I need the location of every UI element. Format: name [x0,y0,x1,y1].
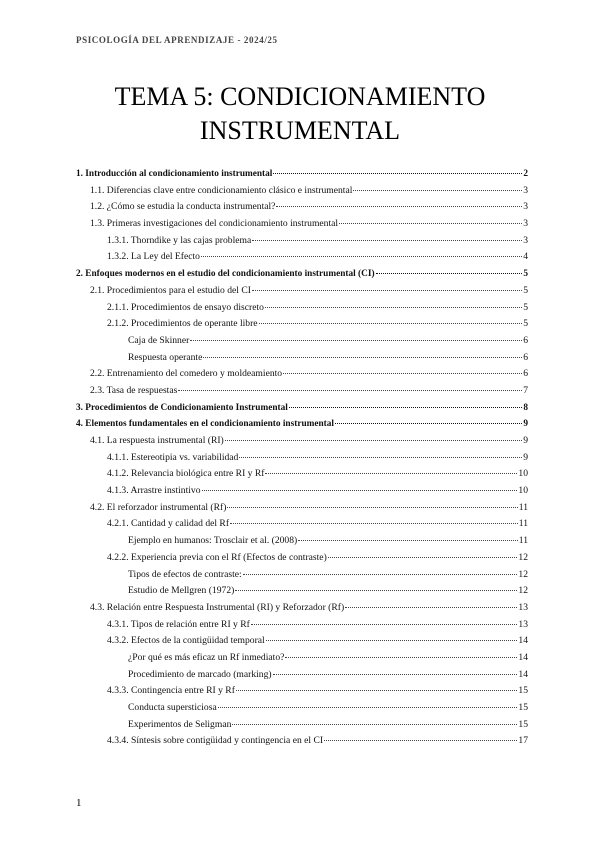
toc-entry-page: 12 [518,585,528,597]
toc-entry[interactable] [76,216,528,233]
toc-entry-page: 10 [518,485,528,497]
toc-dot-leader [218,707,518,708]
toc-entry[interactable] [76,617,528,634]
toc-entry-label: Estudio de Mellgren (1972) [128,585,235,597]
toc-dot-leader [265,473,517,474]
toc-entry-page: 5 [523,284,528,296]
toc-dot-leader [283,373,522,374]
toc-entry-page: 11 [518,501,528,513]
toc-dot-leader [265,307,522,308]
toc-entry-page: 11 [518,535,528,547]
title-line-2: INSTRUMENTAL [199,116,401,145]
toc-dot-leader [243,574,518,575]
toc-dot-leader [227,507,517,508]
toc-entry-page: 13 [518,618,528,630]
toc-entry[interactable] [76,450,528,467]
toc-dot-leader [339,223,522,224]
toc-entry[interactable] [76,333,528,350]
toc-dot-leader [178,390,522,391]
toc-dot-leader [235,590,517,591]
page-number: 1 [76,797,82,809]
toc-entry-page: 3 [523,218,528,230]
toc-entry-page: 14 [518,651,528,663]
toc-dot-leader [276,206,522,207]
toc-entry-label: 4.2. El reforzador instrumental (Rf) [90,501,227,513]
toc-entry-page: 15 [518,718,528,730]
toc-entry-page: 5 [523,301,528,313]
toc-entry-label: Respuesta operante [128,351,203,363]
toc-entry-page: 3 [523,201,528,213]
toc-entry-page: 9 [523,451,528,463]
toc-dot-leader [251,624,518,625]
toc-entry[interactable] [76,516,528,533]
toc-entry-label: 4.1.2. Relevancia biológica entre RI y Rf [107,468,265,480]
toc-entry[interactable] [76,366,528,383]
toc-entry-page: 6 [523,368,528,380]
toc-entry-label: 1.2. ¿Cómo se estudia la conducta instrumental? [90,201,276,213]
toc-entry-label: ¿Por qué es más eficaz un Rf inmediato? [128,651,285,663]
toc-entry-label: 4.3.1. Tipos de relación entre RI y Rf [107,618,250,630]
toc-entry-label: Experimentos de Seligman [128,718,232,730]
toc-entry[interactable] [76,667,528,684]
toc-dot-leader [252,290,522,291]
toc-entry[interactable] [76,466,528,483]
toc-dot-leader [225,440,522,441]
toc-entry-label: 4.2.1. Cantidad y calidad del Rf [107,518,230,530]
toc-entry-page: 12 [518,551,528,563]
toc-entry-page: 5 [523,269,528,280]
toc-entry-label: 4.1. La respuesta instrumental (RI) [90,435,224,446]
toc-entry[interactable] [76,383,528,400]
toc-entry[interactable] [76,700,528,717]
toc-entry-page: 10 [518,468,528,480]
toc-entry-page: 15 [518,702,528,713]
toc-entry-page: 2 [523,169,528,179]
toc-entry-label: 4.3.2. Efectos de la contigüidad temporal [107,635,265,647]
toc-entry[interactable] [76,550,528,567]
toc-entry[interactable] [76,266,528,283]
toc-entry-label: Tipos de efectos de contraste: [128,568,242,580]
toc-entry[interactable] [76,500,528,517]
toc-entry-label: Ejemplo en humanos: Trosclair et al. (2008) [128,535,298,547]
toc-entry-label: Procedimiento de marcado (marking) [128,668,272,680]
toc-entry-page: 14 [518,635,528,647]
toc-dot-leader [345,607,517,608]
toc-entry[interactable] [76,416,528,433]
toc-entry-label: 4.3. Relación entre Respuesta Instrumental (RI) y Reforzador (Rf) [90,601,345,613]
toc-entry-label: 1.1. Diferencias clave entre condicionamiento clásico e instrumental [90,184,353,196]
toc-entry-page: 14 [518,668,528,680]
toc-entry[interactable] [76,350,528,367]
toc-entry[interactable] [76,633,528,650]
toc-dot-leader [202,490,518,491]
toc-entry-label: 2.2. Entrenamiento del comedero y moldeamiento [90,368,283,380]
toc-entry-page: 7 [523,384,528,396]
toc-entry[interactable] [76,400,528,417]
toc-entry-label: 4.3.4. Síntesis sobre contigüidad y contingencia en el CI [107,735,324,747]
toc-entry-page: 3 [523,234,528,246]
toc-entry-page: 11 [518,518,528,530]
toc-entry-page: 4 [523,251,528,263]
toc-entry-label: Conducta supersticiosa [128,702,217,713]
toc-entry-label: 1.3.2. La Ley del Efecto [107,251,200,263]
toc-entry-page: 15 [518,685,528,697]
toc-entry-page: 6 [523,351,528,363]
toc-entry-page: 9 [523,419,528,430]
toc-dot-leader [232,724,517,725]
toc-dot-leader [328,557,518,558]
toc-entry[interactable] [76,567,528,584]
toc-entry-label: 2.3. Tasa de respuestas [90,384,178,396]
toc-entry[interactable] [76,249,528,266]
toc-dot-leader [236,690,518,691]
toc-dot-leader [285,657,517,658]
toc-entry-label: 1.3. Primeras investigaciones del condicionamiento instrumental [90,218,339,230]
toc-dot-leader [201,256,522,257]
toc-entry-page: 9 [523,435,528,446]
page-title [0,80,600,148]
toc-entry-label: 1.3.1. Thorndike y las cajas problema [107,234,252,246]
toc-entry-label: 4.3.3. Contingencia entre RI y Rf [107,685,235,697]
toc-entry-label: 2.1.1. Procedimientos de ensayo discreto [107,301,264,313]
toc-entry-page: 13 [518,601,528,613]
toc-entry[interactable] [76,433,528,450]
toc-dot-leader [203,357,522,358]
toc-entry[interactable] [76,717,528,734]
toc-entry[interactable] [76,166,528,183]
toc-entry[interactable] [76,533,528,550]
toc-dot-leader [259,323,523,324]
toc-dot-leader [298,540,518,541]
toc-entry-label: 4. Elementos fundamentales en el condicionamiento instrumental [76,419,334,430]
toc-dot-leader [239,457,522,458]
toc-entry-label: 2.1. Procedimientos para el estudio del CI [90,284,251,296]
toc-entry-label: 4.1.3. Arrastre instintivo [107,485,201,497]
toc-dot-leader [335,423,522,424]
document-header: PSICOLOGÍA DEL APRENDIZAJE - 2024/25 [76,35,278,45]
toc-entry-label: 4.1.1. Estereotipia vs. variabilidad [107,451,239,463]
toc-dot-leader [376,273,523,274]
toc-dot-leader [289,407,522,408]
toc-entry-page: 5 [523,318,528,330]
toc-entry[interactable] [76,183,528,200]
toc-entry-label: 2.1.2. Procedimientos de operante libre [107,318,258,330]
toc-dot-leader [230,523,518,524]
toc-entry-label: Caja de Skinner [128,334,190,346]
toc-dot-leader [324,740,517,741]
toc-entry-label: 2. Enfoques modernos en el estudio del condicionamiento instrumental (CI) [76,269,375,280]
toc-dot-leader [273,173,522,174]
toc-entry[interactable] [76,683,528,700]
toc-entry[interactable] [76,650,528,667]
toc-entry[interactable] [76,300,528,317]
toc-entry-label: 4.2.2. Experiencia previa con el Rf (Efectos de contraste) [107,551,327,563]
toc-entry[interactable] [76,583,528,600]
toc-entry-label: 3. Procedimientos de Condicionamiento Instrumental [76,402,288,413]
toc-entry-label: 1. Introducción al condicionamiento instrumental [76,169,273,179]
toc-dot-leader [273,674,518,675]
toc-dot-leader [266,640,518,641]
toc-dot-leader [353,190,522,191]
toc-dot-leader [190,340,522,341]
toc-entry[interactable] [76,600,528,617]
toc-entry[interactable] [76,199,528,216]
toc-entry-page: 17 [518,735,528,747]
toc-entry-page: 8 [523,402,528,413]
toc-entry[interactable] [76,733,528,750]
table-of-contents [76,166,528,750]
toc-entry-page: 3 [523,184,528,196]
toc-entry[interactable] [76,483,528,500]
toc-entry[interactable] [76,316,528,333]
toc-entry-page: 12 [518,568,528,580]
toc-entry-page: 6 [523,334,528,346]
toc-entry[interactable] [76,233,528,250]
toc-dot-leader [252,240,522,241]
toc-entry[interactable] [76,283,528,300]
title-line-1: TEMA 5: CONDICIONAMIENTO [114,82,486,111]
